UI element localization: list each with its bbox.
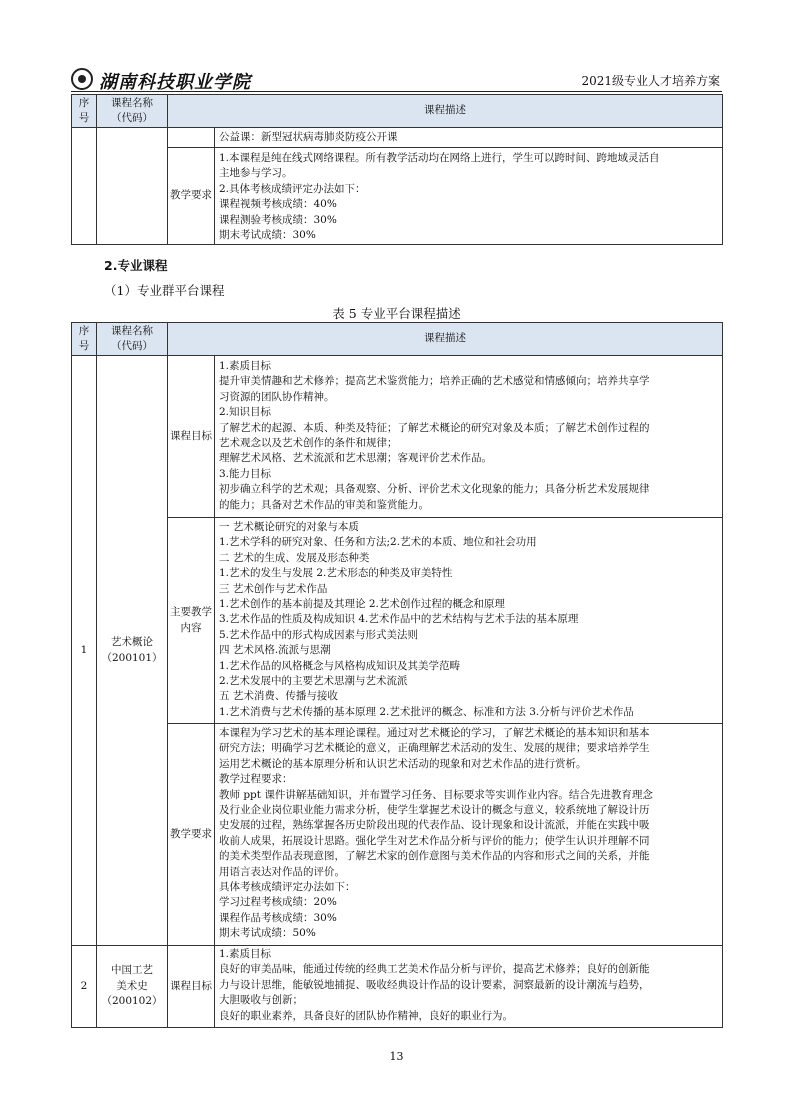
course-name: 艺术概论 （200101） <box>97 356 168 946</box>
teaching-requirements: 本课程为学习艺术的基本理论课程。通过对艺术概论的学习，了解艺术概论的基本知识和基本 研究方法；明确学习艺术概论的意义，正确理解艺术活动的发生、发展的规律；要求培养学生 运用艺术概论的基本原理分析和认识艺术活动的现象和对艺术作品的进行赏析。 教学过程要求： 教师 ppt 课件讲解基础知识，并布置学习任务、目标要求等实训作业内容。结合先进教育理念 及行业企业岗位职业能力需求分析，使学生掌握艺术设计的概念与意义，较系统地了解设计历 史发展的过程，熟练掌握各历史阶段出现的代表作品、设计现象和设计流派，并能在实践中吸 收前人成果，拓展设计思路。强化学生对艺术作品分析与评价的能力；使学生认识并理解不同 的美术类型作品表现意图，了解艺术家的创作意图与美术作品的内容和形式之间的关系，并能 用语言表达对作品的评价。 具体考核成绩评定办法如下： 学习过程考核成绩：20% 课程作品考核成绩：30% 期末考试成绩：50% <box>215 724 723 946</box>
course-table <box>71 322 723 1028</box>
course-table-continued <box>71 94 723 245</box>
row-label-goals: 课程目标 <box>168 946 215 1028</box>
school-logo-icon <box>71 68 93 90</box>
header-seq: 序号 <box>72 95 97 128</box>
course-goals: 1.素质目标 提升审美情趣和艺术修养；提高艺术鉴赏能力；培养正确的艺术感觉和情感倾向；培养共享学 习资源的团队协作精神。 2.知识目标 了解艺术的起源、本质、种类及特征；了解艺术概论的研究对象及本质；了解艺术创作过程的 艺术观念以及艺术创作的条件和规律； 理解艺术风格、艺术流派和艺术思潮；客观评价艺术作品。 3.能力目标 初步确立科学的艺术观；具备观察、分析、评价艺术文化现象的能力；具备分析艺术发展规律 的能力；具备对艺术作品的审美和鉴赏能力。 <box>215 356 723 518</box>
row-label-teaching: 教学要求 <box>168 148 215 245</box>
course-seq: 1 <box>72 356 97 946</box>
row-label-content: 主要教学 内容 <box>168 518 215 724</box>
course-goals: 1.素质目标 良好的审美品味，能通过传统的经典工艺美术作品分析与评价，提高艺术修养；良好的创新能 力与设计思维，能敏锐地捕捉、吸收经典设计作品的设计要素，洞察最新的设计潮流与趋势， 大胆吸收与创新； 良好的职业素养，具备良好的团队协作精神，良好的职业行为。 <box>215 946 723 1028</box>
school-name: 湖南科技职业学院 <box>99 72 251 93</box>
section-heading: 2.专业课程 <box>104 258 168 273</box>
page-number: 13 <box>389 1050 404 1063</box>
teaching-requirements: 1.本课程是纯在线式网络课程。所有教学活动均在网络上进行，学生可以跨时间、跨地域灵活自 主地参与学习。 2.具体考核成绩评定办法如下： 课程视频考核成绩：40% 课程测验考核成绩：30% 期末考试成绩：30% <box>215 148 723 245</box>
section-subheading: （1）专业群平台课程 <box>104 283 225 298</box>
plan-title: 2021级专业人才培养方案 <box>581 74 720 88</box>
header-course-name: 课程名称（代码） <box>97 95 168 128</box>
row-label-goals: 课程目标 <box>168 356 215 518</box>
course-name: 中国工艺 美术史 （200102） <box>97 946 168 1028</box>
course-seq: 2 <box>72 946 97 1028</box>
page-header <box>71 68 722 92</box>
header-seq: 序号 <box>72 323 97 356</box>
course-desc-line: 公益课：新型冠状病毒肺炎防疫公开课 <box>215 128 723 148</box>
row-label-teaching: 教学要求 <box>168 724 215 946</box>
course-content: 一 艺术概论研究的对象与本质 1.艺术学科的研究对象、任务和方法;2.艺术的本质、地位和社会功用 二 艺术的生成、发展及形态种类 1.艺术的发生与发展 2.艺术形态的种类及审美特性 三 艺术创作与艺术作品 1.艺术创作的基本前提及其理论 2.艺术创作过程的概念和原理 3.艺术作品的性质及构成知识 4.艺术作品中的艺术结构与艺术手法的基本原理 5.艺术作品中的形式构成因素与形式美法则 四 艺术风格.流派与思潮 1.艺术作品的风格概念与风格构成知识及其美学范畴 2.艺术发展中的主要艺术思潮与艺术流派 五 艺术消费、传播与接收 1.艺术消费与艺术传播的基本原理 2.艺术批评的概念、标准和方法 3.分析与评价艺术作品 <box>215 518 723 724</box>
table-caption: 表 5 专业平台课程描述 <box>332 306 461 321</box>
header-course-description: 课程描述 <box>168 323 723 356</box>
header-course-name: 课程名称（代码） <box>97 323 168 356</box>
header-course-description: 课程描述 <box>168 95 723 128</box>
